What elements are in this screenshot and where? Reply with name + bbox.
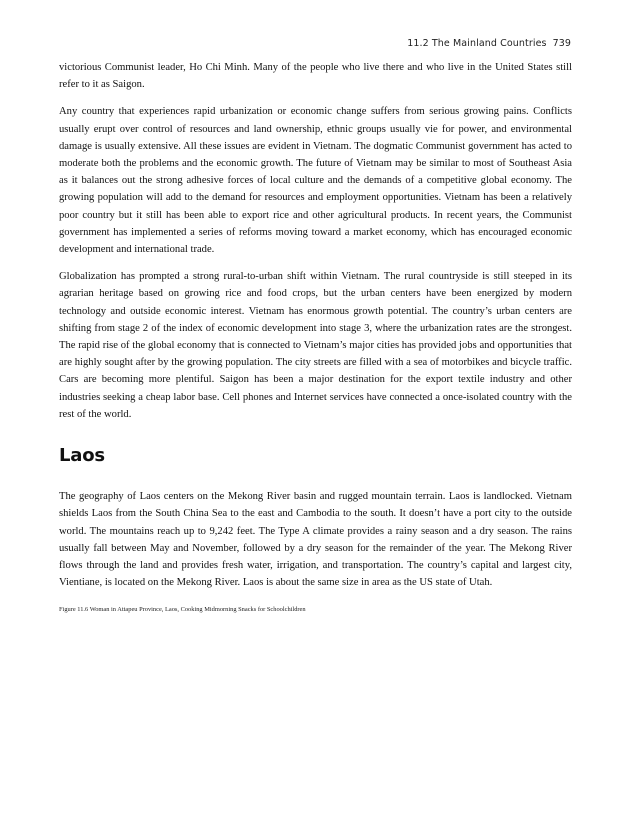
paragraph-laos-geography: The geography of Laos centers on the Mekong River basin and rugged mountain terrain. Laos is landlocked. Vietnam shields Laos from the South China Sea to the east and Cambodia to the south. It doesn’t have a port city to the outside world. The mountains reach up to 9,242 feet. The Type A climate provides a rainy season and a dry season. The rains usually fall between May and November, followed by a dry season for the remainder of the year. The Mekong River flows through the land and provides fresh water, irrigation, and transportation. The country’s capital and largest city, Vientiane, is located on the Mekong River. Laos is about the same size in area as the US state of Utah. (59, 491, 572, 589)
header-section-title: 11.2 The Mainland Countries (407, 38, 547, 49)
header-page-number: 739 (552, 38, 571, 49)
running-header (407, 38, 571, 49)
paragraph-growing-pains: Any country that experiences rapid urbanization or economic change suffers from serious growing pains. Conflicts usually erupt over control of resources and land ownership, ethnic groups usually vie for power, and environmental damage is usually extensive. All these issues are evident in Vietnam. The dogmatic Communist government has acted to moderate both the problems and the economic growth. The future of Vietnam may be similar to most of Southeast Asia as it balances out the strong adhesive forces of local culture and the demands of a competitive global economy. The growing population will add to the demand for resources and employment opportunities. Vietnam has been a relatively poor country but it still has been able to export rice and other agricultural products. In recent years, the Communist government has implemented a series of reforms moving toward a market economy, which has encouraged economic development and international trade. (59, 106, 572, 256)
paragraph-globalization: Globalization has prompted a strong rural-to-urban shift within Vietnam. The rural countryside is still steeped in its agrarian heritage based on growing rice and food crops, but the urban centers have been energized by modern technology and outside economic interest. Vietnam has enormous growth potential. The country’s urban centers are shifting from stage 2 of the index of economic development into stage 3, where the urbanization rates are the strongest. The rapid rise of the global economy that is connected to Vietnam’s major cities has provided jobs and opportunities that are highly sought after by the growing population. The city streets are filled with a sea of motorbikes and bicycle traffic. Cars are becoming more plentiful. Saigon has been a major destination for the export textile industry and other industries seeking a cheap labor base. Cell phones and Internet services have connected a once-isolated country with the rest of the world. (59, 271, 572, 420)
figure-caption: Figure 11.6 Woman in Attapeu Province, Laos, Cooking Midmorning Snacks for Schoolchildren (59, 606, 306, 614)
page-content (59, 59, 572, 619)
section-heading-laos: Laos (59, 445, 105, 467)
paragraph-saigon-continued: victorious Communist leader, Ho Chi Minh. Many of the people who live there and who live in the United States still refer to it as Saigon. (59, 62, 572, 91)
